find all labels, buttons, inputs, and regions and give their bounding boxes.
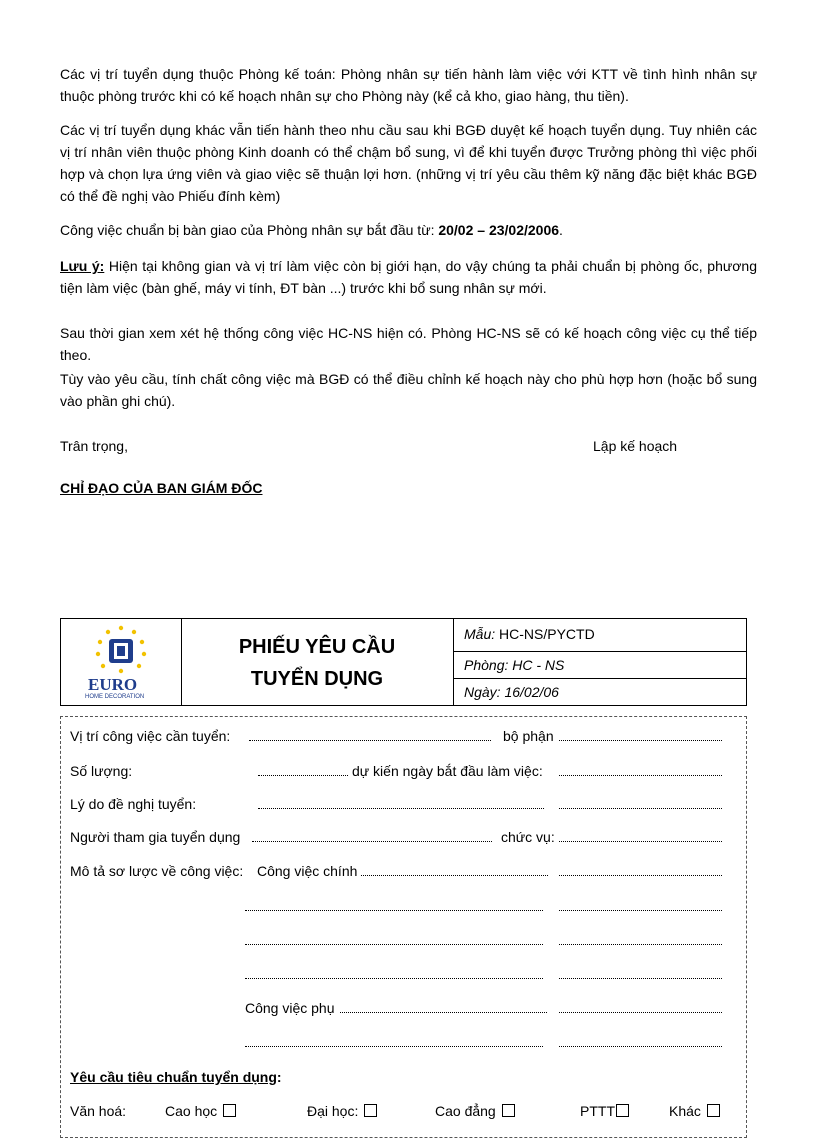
paragraph-other-positions: Các vị trí tuyển dụng khác vẫn tiến hành theo nhu cầu sau khi BGĐ duyệt kế hoạch tuyển dụng. Tuy nhiên các vị trí nhân viên thuộc phòng Kinh doanh có thể chậm bổ sung, vì để khi tuyển được Trưởng phòng thì việc phối hợp và chọn lựa ứng viên và giao việc sẽ thuận lợi hơn. (những vị trí yêu cầu thêm kỹ năng đặc biệt khác BGĐ có thể đề nghị vào Phiếu đính kèm) [60,122,757,204]
field-reason[interactable] [258,808,544,809]
label-main-work: Công việc chính [257,863,358,879]
paragraph-accounting: Các vị trí tuyển dụng thuộc Phòng kế toán: Phòng nhân sự tiến hành làm việc với KTT về tình hình nhân sự thuộc phòng trước khi có kế hoạch nhân sự cho Phòng này (kể cả kho, giao hàng, thu tiền). [60,66,757,104]
paragraph-handover: Công việc chuẩn bị bàn giao của Phòng nhân sự bắt đầu từ: 20/02 – 23/02/2006. [60,222,563,238]
field-main-work-2[interactable] [245,910,543,911]
label-quantity: Số lượng: [70,763,133,779]
field-main-work-4[interactable] [245,978,543,979]
paragraph-review: Sau thời gian xem xét hệ thống công việc HC-NS hiện có. Phòng HC-NS sẽ có kế hoạch công việc cụ thể tiếp theo. [60,325,757,363]
form-title-line2: TUYỂN DỤNG [250,668,384,690]
label-requirements: Yêu cầu tiêu chuẩn tuyển dụng: [70,1069,282,1085]
field-side-work-r[interactable] [559,1012,722,1013]
field-recruiter[interactable] [252,841,492,842]
checkbox-icon[interactable] [616,1104,629,1117]
logo-subtitle: HOME DECORATION [85,694,145,700]
label-start-date: dự kiến ngày bắt đầu làm việc: [352,763,543,779]
label-reason: Lý do đề nghị tuyển: [70,796,197,812]
field-main-work-4r[interactable] [559,978,722,979]
field-reason-2[interactable] [559,808,722,809]
form-title [181,619,454,705]
note-label: Lưu ý: [60,258,105,274]
label-side-work: Công việc phụ [245,1000,335,1016]
field-side-work-2r[interactable] [559,1046,722,1047]
logo-text: EURO [88,675,138,694]
label-position: Vị trí công việc cần tuyển: [70,728,231,744]
checkbox-icon[interactable] [223,1104,236,1117]
field-side-work[interactable] [340,1012,547,1013]
form-date: Ngày: 16/02/06 [464,684,559,700]
paragraph-adjust: Tùy vào yêu cầu, tính chất công việc mà BGĐ có thể điều chỉnh kế hoạch này cho phù hợp hơn (hoặc bổ sung vào phần ghi chú). [60,371,757,409]
field-main-work-r[interactable] [559,875,722,876]
form-code: Mẫu: HC-NS/PYCTD [454,619,746,652]
form-header [60,618,747,706]
field-side-work-2[interactable] [245,1046,543,1047]
planner-label: Lập kế hoạch [593,438,678,454]
field-start-date[interactable] [559,775,722,776]
label-description: Mô tả sơ lược về công việc: [70,863,244,879]
form-department: Phòng: HC - NS [454,652,746,679]
field-main-work-3r[interactable] [559,944,722,945]
field-main-work-2r[interactable] [559,910,722,911]
field-main-work-3[interactable] [245,944,543,945]
checkbox-icon[interactable] [364,1104,377,1117]
handover-dates: 20/02 – 23/02/2006 [438,222,560,238]
option-masters[interactable]: Cao học [165,1103,236,1119]
label-title: chức vụ: [501,829,555,845]
director-heading: CHỈ ĐẠO CỦA BAN GIÁM ĐỐC [60,480,263,496]
label-education: Văn hoá: [70,1103,127,1119]
field-title[interactable] [559,841,722,842]
company-logo [61,619,182,705]
checkbox-icon[interactable] [502,1104,515,1117]
regards-text: Trân trọng, [60,438,128,454]
option-other[interactable]: Khác [669,1103,720,1119]
field-department[interactable] [559,740,722,741]
option-college[interactable]: Cao đẳng [435,1103,515,1119]
option-university[interactable]: Đại học: [307,1103,377,1119]
label-department: bộ phận [503,728,554,744]
form-title-line1: PHIẾU YÊU CẦU [238,636,396,658]
field-main-work[interactable] [361,875,548,876]
paragraph-note: Lưu ý: Hiện tại không gian và vị trí làm việc còn bị giới hạn, do vậy chúng ta phải chuẩn bị phòng ốc, phương tiện làm việc (bàn ghế, máy vi tính, ĐT bàn ...) trước khi bổ sung nhân sự mới. [60,258,757,296]
label-recruiter: Người tham gia tuyển dụng [70,829,241,845]
field-quantity[interactable] [258,775,348,776]
option-high-school[interactable]: PTTT [580,1103,629,1119]
checkbox-icon[interactable] [707,1104,720,1117]
field-position[interactable] [249,740,491,741]
